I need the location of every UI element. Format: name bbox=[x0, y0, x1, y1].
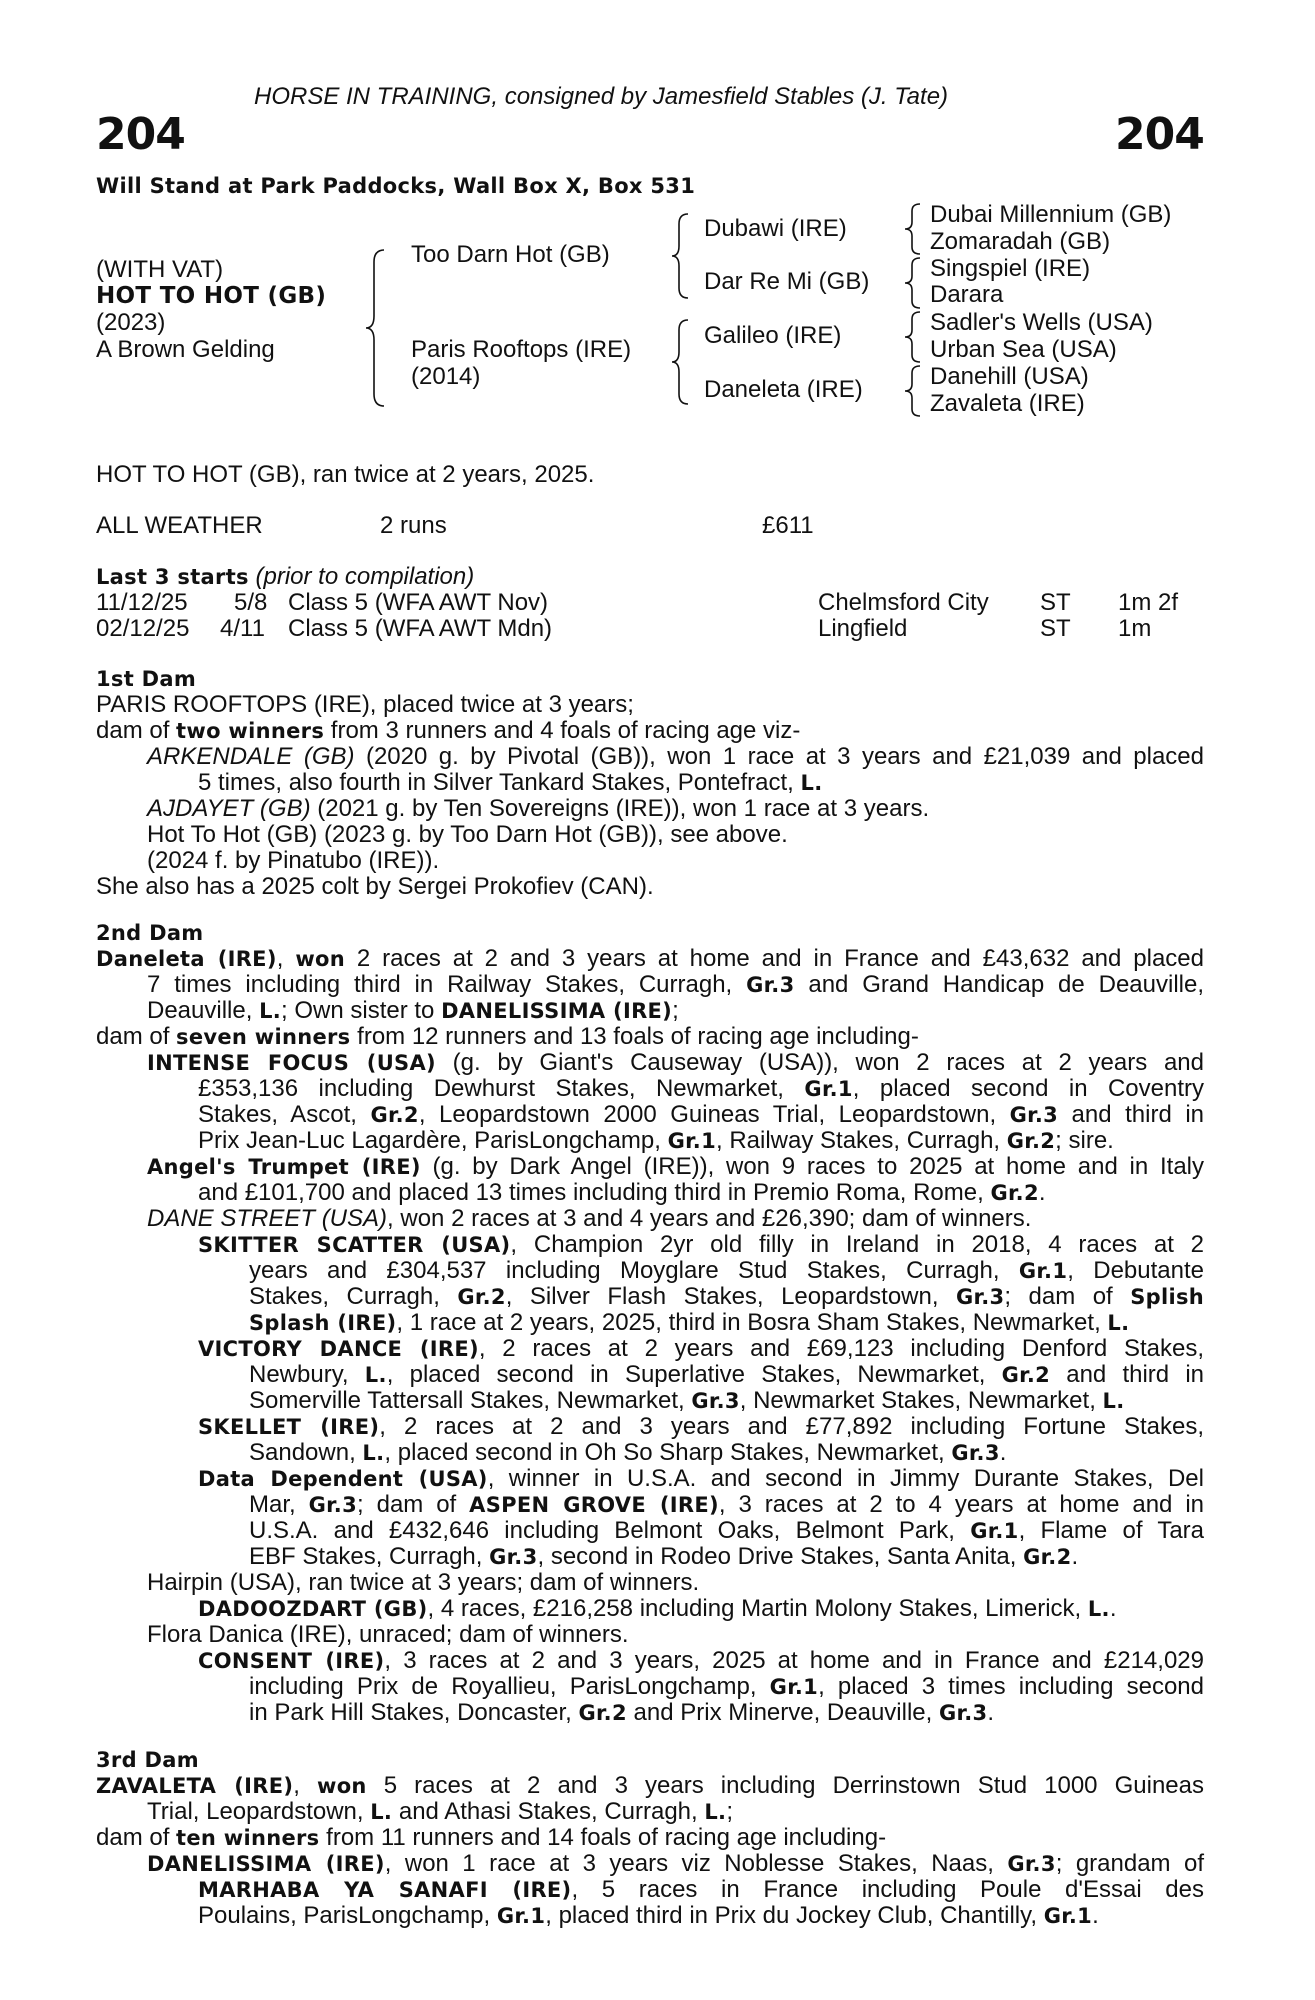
start-race: Class 5 (WFA AWT Mdn) bbox=[288, 615, 553, 642]
daneleta-line-3: Deauville, L.; Own sister to DANELISSIMA (IRE); bbox=[147, 997, 679, 1024]
pedigree-g1: Dubai Millennium (GB) bbox=[930, 201, 1172, 228]
start-going: ST bbox=[1040, 589, 1071, 616]
intense-focus-line-1: INTENSE FOCUS (USA) (g. by Giant's Causeway (USA)), won 2 races at 2 years and bbox=[147, 1049, 1204, 1076]
consent-line-1: CONSENT (IRE), 3 races at 2 and 3 years, 2025 at home and in France and £214,029 bbox=[198, 1647, 1204, 1674]
arkendale-line-2: 5 times, also fourth in Silver Tankard Stakes, Pontefract, L. bbox=[198, 769, 823, 796]
skellet-line-1: SKELLET (IRE), 2 races at 2 and 3 years and £77,892 including Fortune Stakes, bbox=[198, 1413, 1204, 1440]
record-surface: ALL WEATHER bbox=[96, 512, 263, 539]
colt-2025-line: She also has a 2025 colt by Sergei Prokofiev (CAN). bbox=[96, 873, 654, 900]
pedigree-dam-year: (2014) bbox=[411, 363, 481, 390]
first-dam-line-2: dam of two winners from 3 runners and 4 foals of racing age viz- bbox=[96, 717, 801, 744]
start-going: ST bbox=[1040, 615, 1071, 642]
data-dependent-line-4: EBF Stakes, Curragh, Gr.3, second in Rodeo Drive Stakes, Santa Anita, Gr.2. bbox=[249, 1543, 1079, 1570]
danelissima-line: DANELISSIMA (IRE), won 1 race at 3 years viz Noblesse Stakes, Naas, Gr.3; grandam of bbox=[147, 1850, 1204, 1877]
pedigree-dam-sire: Galileo (IRE) bbox=[704, 322, 842, 349]
start-course: Lingfield bbox=[818, 615, 908, 642]
flora-danica-line: Flora Danica (IRE), unraced; dam of winners. bbox=[147, 1621, 629, 1648]
intense-focus-line-2: £353,136 including Dewhurst Stakes, Newmarket, Gr.1, placed second in Coventry bbox=[198, 1075, 1204, 1102]
second-dam-heading: 2nd Dam bbox=[96, 921, 204, 945]
pedigree-g8: Zavaleta (IRE) bbox=[930, 390, 1085, 417]
pedigree-g4: Darara bbox=[930, 281, 1004, 308]
pedigree-brace-sire bbox=[668, 212, 694, 302]
data-dependent-line-2: Mar, Gr.3; dam of ASPEN GROVE (IRE), 3 races at 2 to 4 years at home and in bbox=[249, 1491, 1204, 1518]
horse-name: HOT TO HOT (GB) bbox=[96, 283, 327, 309]
hairpin-line: Hairpin (USA), ran twice at 3 years; dam of winners. bbox=[147, 1569, 700, 1596]
ajdayet-line: AJDAYET (GB) (2021 g. by Ten Sovereigns (IRE)), won 1 race at 3 years. bbox=[147, 795, 930, 822]
last-starts-note: (prior to compilation) bbox=[255, 563, 475, 590]
consent-line-2: including Prix de Royallieu, ParisLongchamp, Gr.1, placed 3 times including second bbox=[249, 1673, 1205, 1700]
start-course: Chelmsford City bbox=[818, 589, 989, 616]
pedigree-g2: Zomaradah (GB) bbox=[930, 228, 1111, 255]
angels-trumpet-line-2: and £101,700 and placed 13 times including third in Premio Roma, Rome, Gr.2. bbox=[198, 1179, 1046, 1206]
last-starts-title: Last 3 starts bbox=[96, 565, 249, 589]
victory-dance-line-2: Newbury, L., placed second in Superlative Stakes, Newmarket, Gr.2 and third in bbox=[249, 1361, 1204, 1388]
start-position: 5/8 bbox=[234, 589, 268, 616]
record-earnings: £611 bbox=[762, 512, 814, 539]
consignment-line: HORSE IN TRAINING, consigned by Jamesfield Stables (J. Tate) bbox=[254, 83, 949, 110]
skellet-line-2: Sandown, L., placed second in Oh So Sharp Stakes, Newmarket, Gr.3. bbox=[249, 1439, 1007, 1466]
pedigree-dam: Paris Rooftops (IRE) bbox=[411, 336, 632, 363]
third-dam-heading: 3rd Dam bbox=[96, 1748, 199, 1772]
data-dependent-line-1: Data Dependent (USA), winner in U.S.A. and second in Jimmy Durante Stakes, Del bbox=[198, 1465, 1204, 1492]
pedigree-sire-dam: Dar Re Mi (GB) bbox=[704, 268, 870, 295]
data-dependent-line-3: U.S.A. and £432,646 including Belmont Oaks, Belmont Park, Gr.1, Flame of Tara bbox=[249, 1517, 1205, 1544]
start-date: 11/12/25 bbox=[96, 589, 188, 616]
horse-year: (2023) bbox=[96, 309, 166, 336]
lot-number-left: 204 bbox=[96, 109, 185, 160]
pedigree-g7: Danehill (USA) bbox=[930, 363, 1089, 390]
pedigree-g5: Sadler's Wells (USA) bbox=[930, 309, 1153, 336]
vat-label: (WITH VAT) bbox=[96, 256, 224, 283]
zavaleta-line-1: ZAVALETA (IRE), won 5 races at 2 and 3 years including Derrinstown Stud 1000 Guineas bbox=[96, 1772, 1204, 1799]
start-position: 4/11 bbox=[220, 615, 265, 642]
consent-line-3: in Park Hill Stakes, Doncaster, Gr.2 and Prix Minerve, Deauville, Gr.3. bbox=[249, 1699, 995, 1726]
intense-focus-line-4: Prix Jean-Luc Lagardère, ParisLongchamp, Gr.1, Railway Stakes, Curragh, Gr.2; sire. bbox=[198, 1127, 1114, 1154]
victory-dance-line-1: VICTORY DANCE (IRE), 2 races at 2 years and £69,123 including Denford Stakes, bbox=[198, 1335, 1204, 1362]
start-race: Class 5 (WFA AWT Nov) bbox=[288, 589, 549, 616]
marhaba-line-1: MARHABA YA SANAFI (IRE), 5 races in France including Poule d'Essai des bbox=[198, 1876, 1205, 1903]
daneleta-line-2: 7 times including third in Railway Stakes, Curragh, Gr.3 and Grand Handicap de Deauville, bbox=[147, 971, 1204, 998]
first-dam-line-1: PARIS ROOFTOPS (IRE), placed twice at 3 years; bbox=[96, 691, 634, 718]
victory-dance-line-3: Somerville Tattersall Stakes, Newmarket, Gr.3, Newmarket Stakes, Newmarket, L. bbox=[249, 1387, 1125, 1414]
dadoozdart-line: DADOOZDART (GB), 4 races, £216,258 including Martin Molony Stakes, Limerick, L.. bbox=[198, 1595, 1117, 1622]
record-runs: 2 runs bbox=[380, 512, 447, 539]
pedigree-brace-g1 bbox=[902, 202, 924, 256]
arkendale-line-1: ARKENDALE (GB) (2020 g. by Pivotal (GB)), won 1 race at 3 years and £21,039 and placed bbox=[147, 743, 1205, 770]
pedigree-g6: Urban Sea (USA) bbox=[930, 336, 1117, 363]
first-dam-heading: 1st Dam bbox=[96, 667, 197, 691]
filly-2024-line: (2024 f. by Pinatubo (IRE)). bbox=[147, 847, 440, 874]
skitter-scatter-line-3: Stakes, Curragh, Gr.2, Silver Flash Stakes, Leopardstown, Gr.3; dam of Splish bbox=[249, 1283, 1205, 1310]
skitter-scatter-line-4: Splash (IRE), 1 race at 2 years, 2025, third in Bosra Sham Stakes, Newmarket, L. bbox=[249, 1309, 1130, 1336]
race-summary: HOT TO HOT (GB), ran twice at 2 years, 2025. bbox=[96, 461, 595, 488]
pedigree-sire: Too Darn Hot (GB) bbox=[411, 241, 610, 268]
horse-description: A Brown Gelding bbox=[96, 336, 275, 363]
pedigree-brace-g3 bbox=[902, 310, 924, 364]
marhaba-line-2: Poulains, ParisLongchamp, Gr.1, placed third in Prix du Jockey Club, Chantilly, Gr.1. bbox=[198, 1902, 1099, 1929]
skitter-scatter-line-1: SKITTER SCATTER (USA), Champion 2yr old filly in Ireland in 2018, 4 races at 2 bbox=[198, 1231, 1204, 1258]
pedigree-dam-dam: Daneleta (IRE) bbox=[704, 376, 863, 403]
pedigree-brace-g4 bbox=[902, 364, 924, 418]
intense-focus-line-3: Stakes, Ascot, Gr.2, Leopardstown 2000 Guineas Trial, Leopardstown, Gr.3 and third in bbox=[198, 1101, 1204, 1128]
last-starts-heading bbox=[96, 564, 474, 590]
pedigree-brace-dam bbox=[668, 318, 694, 408]
hot-to-hot-line: Hot To Hot (GB) (2023 g. by Too Darn Hot (GB)), see above. bbox=[147, 821, 788, 848]
pedigree-sire-sire: Dubawi (IRE) bbox=[704, 215, 847, 242]
angels-trumpet-line-1: Angel's Trumpet (IRE) (g. by Dark Angel (IRE)), won 9 races to 2025 at home and in Italy bbox=[147, 1153, 1205, 1180]
skitter-scatter-line-2: years and £304,537 including Moyglare Stud Stakes, Curragh, Gr.1, Debutante bbox=[249, 1257, 1205, 1284]
start-distance: 1m bbox=[1118, 615, 1152, 642]
stable-location: Will Stand at Park Paddocks, Wall Box X, Box 531 bbox=[96, 174, 696, 198]
start-date: 02/12/25 bbox=[96, 615, 190, 642]
zavaleta-line-2: Trial, Leopardstown, L. and Athasi Stakes, Curragh, L.; bbox=[147, 1798, 734, 1825]
dane-street-line: DANE STREET (USA), won 2 races at 3 and 4 years and £26,390; dam of winners. bbox=[147, 1205, 1032, 1232]
pedigree-brace-main bbox=[362, 248, 392, 408]
zavaleta-dam-of: dam of ten winners from 11 runners and 14 foals of racing age including- bbox=[96, 1824, 887, 1851]
lot-number-right: 204 bbox=[1115, 109, 1204, 160]
pedigree-g3: Singspiel (IRE) bbox=[930, 255, 1091, 282]
pedigree-brace-g2 bbox=[902, 256, 924, 310]
start-distance: 1m 2f bbox=[1118, 589, 1179, 616]
daneleta-dam-of: dam of seven winners from 12 runners and 13 foals of racing age including- bbox=[96, 1023, 919, 1050]
daneleta-line-1: Daneleta (IRE), won 2 races at 2 and 3 years at home and in France and £43,632 and placed bbox=[96, 945, 1205, 972]
